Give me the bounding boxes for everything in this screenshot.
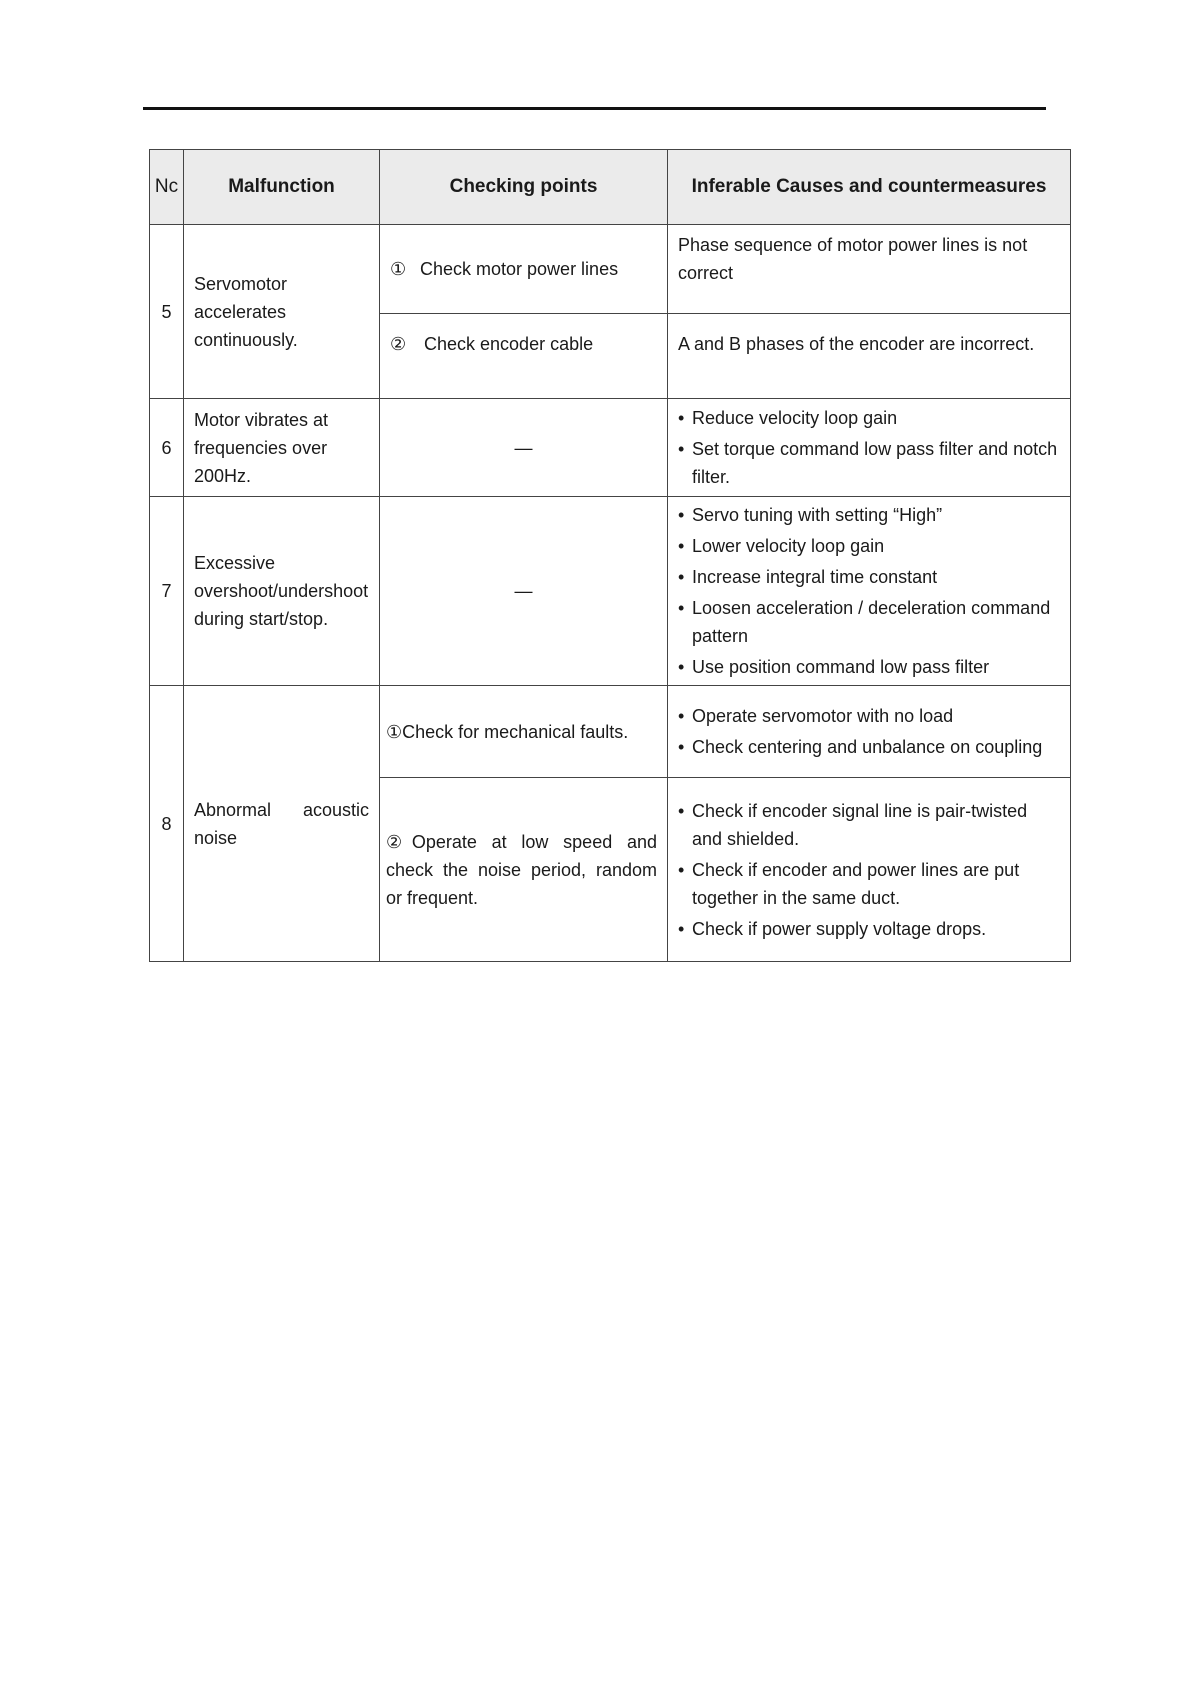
cause-cell — [668, 686, 1071, 778]
check-cell-empty: — — [380, 399, 668, 497]
list-item: • Check if encoder and power lines are put together in the same duct. — [678, 856, 1060, 912]
cause-list — [678, 501, 1060, 681]
table-row — [150, 225, 1071, 314]
malfunction-cell: Abnormal acoustic noise — [184, 686, 380, 962]
check-cell — [380, 778, 668, 962]
header-checking-points: Checking points — [380, 150, 668, 225]
table-row — [150, 686, 1071, 778]
table-row — [150, 399, 1071, 497]
troubleshooting-table — [149, 149, 1071, 962]
check-cell — [380, 314, 668, 399]
cause-cell: Phase sequence of motor power lines is not correct — [668, 225, 1071, 314]
list-item: • Check if encoder signal line is pair-twisted and shielded. — [678, 797, 1060, 853]
header-malfunction: Malfunction — [184, 150, 380, 225]
list-item: • Increase integral time constant — [678, 563, 1060, 591]
list-item: • Lower velocity loop gain — [678, 532, 1060, 560]
cause-cell — [668, 778, 1071, 962]
row-number: 8 — [150, 686, 184, 962]
cause-cell — [668, 497, 1071, 686]
check-text: Check encoder cable — [424, 334, 594, 354]
circled-number-1: ① — [390, 259, 407, 279]
row-number: 7 — [150, 497, 184, 686]
list-item: • Servo tuning with setting “High” — [678, 501, 1060, 529]
header-no: Nc — [150, 150, 184, 225]
malfunction-cell: Servomotor accelerates continuously. — [184, 225, 380, 399]
circled-number-2: ② — [390, 334, 407, 354]
row-number: 6 — [150, 399, 184, 497]
cause-list — [678, 702, 1060, 761]
header-causes: Inferable Causes and countermeasures — [668, 150, 1071, 225]
list-item: • Check centering and unbalance on coupling — [678, 733, 1060, 761]
cause-list — [678, 404, 1060, 491]
check-cell — [380, 225, 668, 314]
row-number: 5 — [150, 225, 184, 399]
malfunction-cell: Motor vibrates at frequencies over 200Hz. — [184, 399, 380, 497]
list-item: • Check if power supply voltage drops. — [678, 915, 1060, 943]
malfunction-cell: Excessive overshoot/undershoot during start/stop. — [184, 497, 380, 686]
check-cell-empty: — — [380, 497, 668, 686]
table-header-row — [150, 150, 1071, 225]
list-item: • Reduce velocity loop gain — [678, 404, 1060, 432]
check-text: Check motor power lines — [420, 259, 619, 279]
check-cell: ①Check for mechanical faults. — [380, 686, 668, 778]
list-item: • Loosen acceleration / deceleration command pattern — [678, 594, 1060, 650]
check-text: ②Operate at low speed and check the noise period, random or frequent. — [386, 831, 657, 908]
list-item: • Operate servomotor with no load — [678, 702, 1060, 730]
list-item: • Use position command low pass filter — [678, 653, 1060, 681]
cause-cell — [668, 399, 1071, 497]
cause-cell: A and B phases of the encoder are incorrect. — [668, 314, 1071, 399]
cause-list — [678, 797, 1060, 943]
table-row — [150, 497, 1071, 686]
list-item: • Set torque command low pass filter and notch filter. — [678, 435, 1060, 491]
header-rule — [143, 107, 1046, 110]
